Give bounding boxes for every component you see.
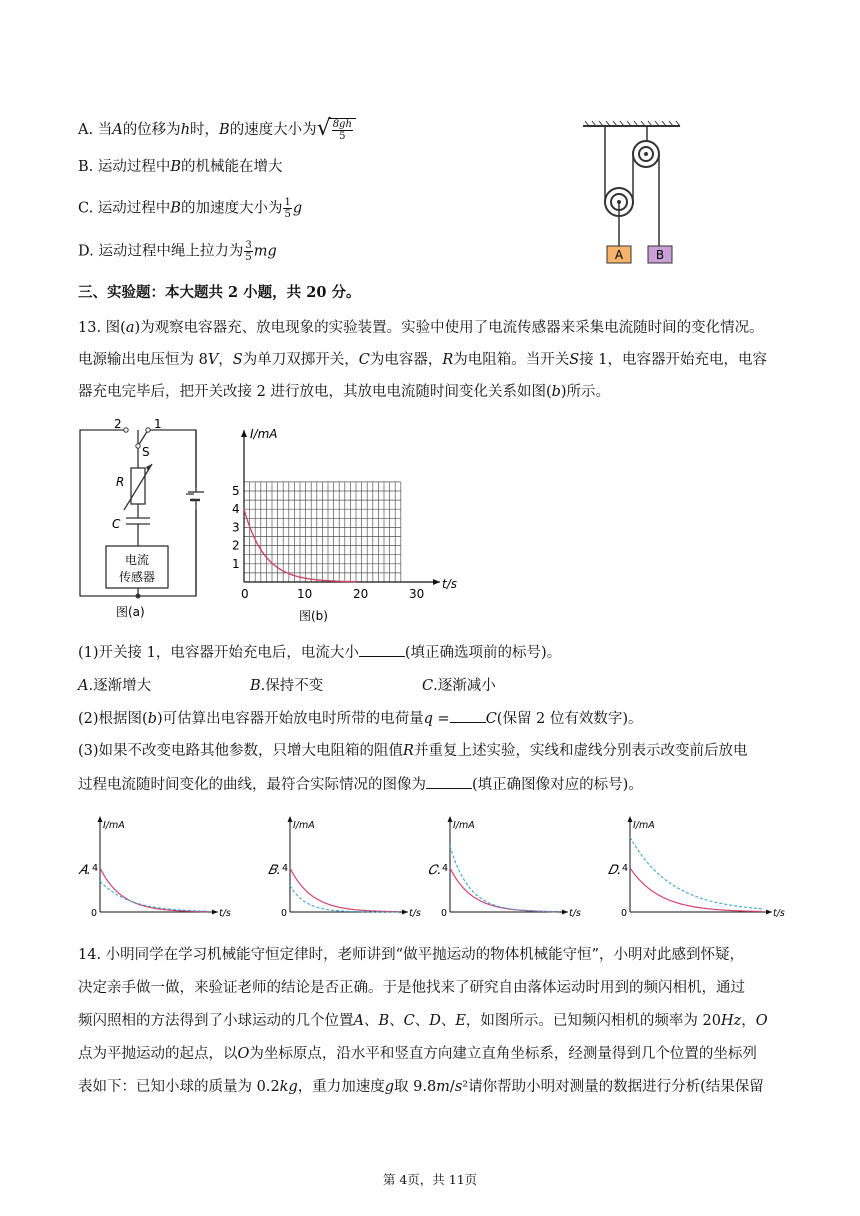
pulley-figure: [575, 118, 685, 268]
option-y0-label: 4: [622, 863, 629, 874]
svg-text:1: 1: [154, 418, 162, 431]
option-y0-label: 4: [282, 863, 289, 874]
option-x-label: t/s: [569, 908, 581, 919]
option-y-label: I/mA: [453, 820, 475, 831]
y-tick-label: 1: [232, 556, 240, 571]
option-y-arrow: [448, 816, 453, 822]
svg-text:R: R: [116, 475, 125, 489]
solid-curve: [450, 868, 558, 912]
page-footer: 第 4页，共 11页: [382, 1172, 478, 1187]
q13-part3-line1: (3)如果不改变电路其他参数，只增大电阻箱的阻值𝑅并重复上述实验，实线和虚线分别表示改变前后放电: [78, 743, 748, 759]
q13-stem-line3: 器充电完毕后，把开关改接 2 进行放电，其放电电流随时间变化关系如图(𝑏)所示。: [78, 384, 611, 400]
q13-part1: (1)开关接 1，电容器开始充电后，电流大小 (填正确选项前的标号)。: [78, 642, 561, 663]
y-tick-label: 5: [232, 484, 240, 498]
option-origin-label: 0: [91, 908, 98, 919]
y-tick-label: 3: [232, 520, 240, 535]
x-axis-arrow: [433, 579, 440, 585]
option-y-arrow: [98, 816, 103, 822]
solid-curve: [630, 868, 762, 912]
q13-stem-line1: 13. 图(𝑎)为观察电容器充、放电现象的实验装置。实验中使用了电流传感器来采集电流随时间的变化情况。: [78, 320, 764, 336]
q12-option-a: A. 当A的位移为h时，B的速度大小为 √ $\frac{8gh}{5}$: [78, 118, 356, 142]
q13-choice-b: 𝐵.保持不变: [250, 678, 324, 694]
option-label: 𝐷.: [608, 863, 622, 878]
option-x-label: t/s: [773, 908, 785, 919]
q14-line1: 14. 小明同学在学习机械能守恒定律时，老师讲到“做平抛运动的物体机械能守恒”，小明对此感到怀疑，: [78, 947, 744, 963]
solid-curve: [290, 868, 398, 912]
svg-text:B: B: [655, 248, 665, 262]
sqrt-expression: √ $\frac{8gh}{5}$: [317, 118, 356, 142]
q13-stem-line2: 电源输出电压恒为 8𝑉，𝑆为单刀双掷开关，𝐶为电容器，𝑅为电阻箱。当开关𝑆接 1，电容器开始充电，电容: [78, 352, 768, 368]
q12-option-b: B. 运动过程中B的机械能在增大: [78, 159, 283, 175]
q12-option-d: D. 运动过程中绳上拉力为 $\frac{3}{5}$ mg: [78, 240, 277, 263]
option-label: 𝐶.: [428, 863, 442, 878]
dashed-curve: [630, 837, 762, 909]
circuit-diagram: [76, 418, 226, 623]
option-origin-label: 0: [621, 908, 628, 919]
x-tick-label: 0: [241, 587, 249, 601]
option-x-arrow: [766, 910, 772, 915]
svg-text:C: C: [112, 517, 121, 531]
x-tick-label: 30: [409, 587, 425, 601]
svg-text:图(a): 图(a): [116, 605, 145, 619]
dashed-curve: [100, 881, 208, 911]
option-y-arrow: [628, 816, 633, 822]
y-tick-label: 2: [232, 538, 240, 553]
svg-text:S: S: [142, 445, 150, 459]
option-label: 𝐴.: [78, 863, 91, 878]
x-axis-label: t/s: [442, 577, 457, 591]
svg-text:电流: 电流: [124, 553, 150, 567]
x-tick-label: 10: [297, 587, 313, 601]
option-y-label: I/mA: [633, 820, 655, 831]
q13-part3-line2: 过程电流随时间变化的曲线，最符合实际情况的图像为 (填正确图像对应的标号)。: [78, 774, 643, 795]
answer-blank[interactable]: [359, 642, 405, 657]
y-axis-arrow: [241, 430, 247, 437]
discharge-current-graph: [226, 422, 486, 627]
x-tick-label: 20: [353, 587, 369, 601]
q14-line2: 决定亲手做一做，来验证老师的结论是否正确。于是他找来了研究自由落体运动时用到的频闪相机，通过: [78, 980, 745, 996]
q14-line5: 表如下：已知小球的质量为 0.2𝑘𝑔，重力加速度𝑔取 9.8𝑚/𝑠²请你帮助小明对测量的数据进行分析(结果保留: [78, 1079, 764, 1095]
option-label: 𝐵.: [268, 863, 281, 878]
q12-option-c: C. 运动过程中B的加速度大小为 $\frac{1}{5}$ g: [78, 197, 303, 220]
answer-blank[interactable]: [450, 708, 486, 723]
dashed-curve: [450, 846, 558, 912]
option-x-label: t/s: [219, 908, 231, 919]
option-y-label: I/mA: [103, 820, 125, 831]
option-origin-label: 0: [281, 908, 288, 919]
option-x-arrow: [562, 910, 568, 915]
option-y-label: I/mA: [293, 820, 315, 831]
option-x-arrow: [402, 910, 408, 915]
option-y-arrow: [288, 816, 293, 822]
solid-curve: [100, 868, 208, 912]
y-tick-label: 4: [232, 502, 240, 517]
answer-blank[interactable]: [426, 774, 472, 789]
figure-caption: 图(b): [299, 609, 328, 623]
svg-text:2: 2: [114, 418, 122, 431]
option-graphs: [70, 808, 790, 928]
svg-text:传感器: 传感器: [118, 570, 156, 584]
q14-line4: 点为平抛运动的起点，以𝑂为坐标原点，沿水平和竖直方向建立直角坐标系，经测量得到几个位置的坐标列: [78, 1046, 757, 1062]
svg-text:A: A: [614, 248, 624, 262]
q13-choice-c: 𝐶.逐渐减小: [422, 678, 496, 694]
option-x-label: t/s: [409, 908, 421, 919]
option-x-arrow: [212, 910, 218, 915]
q14-line3: 频闪照相的方法得到了小球运动的几个位置𝐴、𝐵、𝐶、𝐷、𝐸，如图所示。已知频闪相机的频率为 20𝐻𝑧，𝑂: [78, 1013, 768, 1029]
q13-part2: (2)根据图(𝑏)可估算出电容器开始放电时所带的电荷量𝑞 = 𝐶(保留 2 位有效数字)。: [78, 708, 643, 729]
y-axis-label: I/mA: [250, 427, 278, 441]
section-title: 三、实验题：本大题共 2 小题，共 20 分。: [78, 284, 361, 301]
q13-choice-a: 𝐴.逐渐增大: [78, 678, 152, 694]
option-y0-label: 4: [442, 863, 449, 874]
option-origin-label: 0: [441, 908, 448, 919]
option-y0-label: 4: [92, 863, 99, 874]
